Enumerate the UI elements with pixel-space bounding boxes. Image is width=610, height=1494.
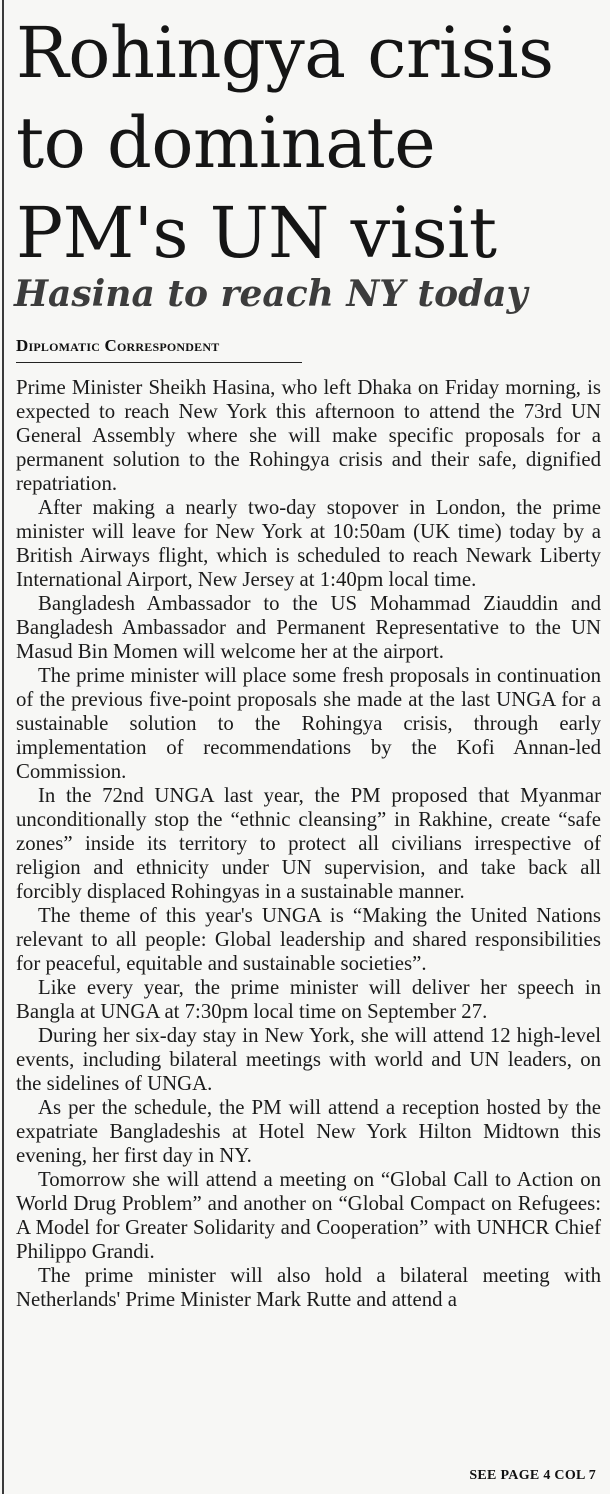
paragraph: Bangladesh Ambassador to the US Mohammad Ziauddin and Bangladesh Ambassador and Permanent Representative to the UN Masud Bin Momen will welcome her at the airport. bbox=[16, 592, 601, 663]
headline-line: to dominate bbox=[16, 102, 436, 184]
paragraph: The theme of this year's UNGA is “Making the United Nations relevant to all people: Global leadership and shared responsibilities for peaceful, equitable and sustainable societies”. bbox=[16, 904, 601, 975]
paragraph: As per the schedule, the PM will attend a reception hosted by the expatriate Bangladeshis at Hotel New York Hilton Midtown this evening, her first day in NY. bbox=[16, 1096, 601, 1167]
headline bbox=[16, 8, 601, 278]
paragraph: The prime minister will also hold a bilateral meeting with Netherlands' Prime Minister Mark Rutte and attend a bbox=[16, 1264, 601, 1311]
paragraph: In the 72nd UNGA last year, the PM proposed that Myanmar unconditionally stop the “ethnic cleansing” in Rakhine, create “safe zones” inside its territory to protect all civilians irrespective of religion and ethnicity under UN supervision, and take back all forcibly displaced Rohingyas in a sustainable manner. bbox=[16, 784, 601, 903]
article-body bbox=[16, 376, 601, 1312]
paragraph: Tomorrow she will attend a meeting on “Global Call to Action on World Drug Problem” and another on “Global Compact on Refugees: A Model for Greater Solidarity and Cooperation” with UNHCR Chief Philippo Grandi. bbox=[16, 1168, 601, 1263]
paragraph: Prime Minister Sheikh Hasina, who left Dhaka on Friday morning, is expected to reach New York this afternoon to attend the 73rd UN General Assembly where she will make specific proposals for a permanent solution to the Rohingya crisis and their safe, dignified repatriation. bbox=[16, 376, 601, 495]
paragraph: The prime minister will place some fresh proposals in continuation of the previous five-point proposals she made at the last UNGA for a sustainable solution to the Rohingya crisis, through early implementation of recommendations by the Kofi Annan-led Commission. bbox=[16, 664, 601, 783]
byline: Diplomatic Correspondent bbox=[16, 336, 302, 363]
headline-line: PM's UN visit bbox=[16, 192, 497, 274]
paragraph: After making a nearly two-day stopover in London, the prime minister will leave for New York at 10:50am (UK time) today by a British Airways flight, which is scheduled to reach Newark Liberty International Airport, New Jersey at 1:40pm local time. bbox=[16, 496, 601, 591]
paragraph: Like every year, the prime minister will deliver her speech in Bangla at UNGA at 7:30pm local time on September 27. bbox=[16, 976, 601, 1023]
headline-line: Rohingya crisis bbox=[16, 12, 554, 94]
continuation-note: SEE PAGE 4 COL 7 bbox=[469, 1468, 596, 1483]
subheadline: Hasina to reach NY today bbox=[14, 273, 528, 315]
column-divider bbox=[2, 0, 4, 1494]
paragraph: During her six-day stay in New York, she will attend 12 high-level events, including bilateral meetings with world and UN leaders, on the sidelines of UNGA. bbox=[16, 1024, 601, 1095]
